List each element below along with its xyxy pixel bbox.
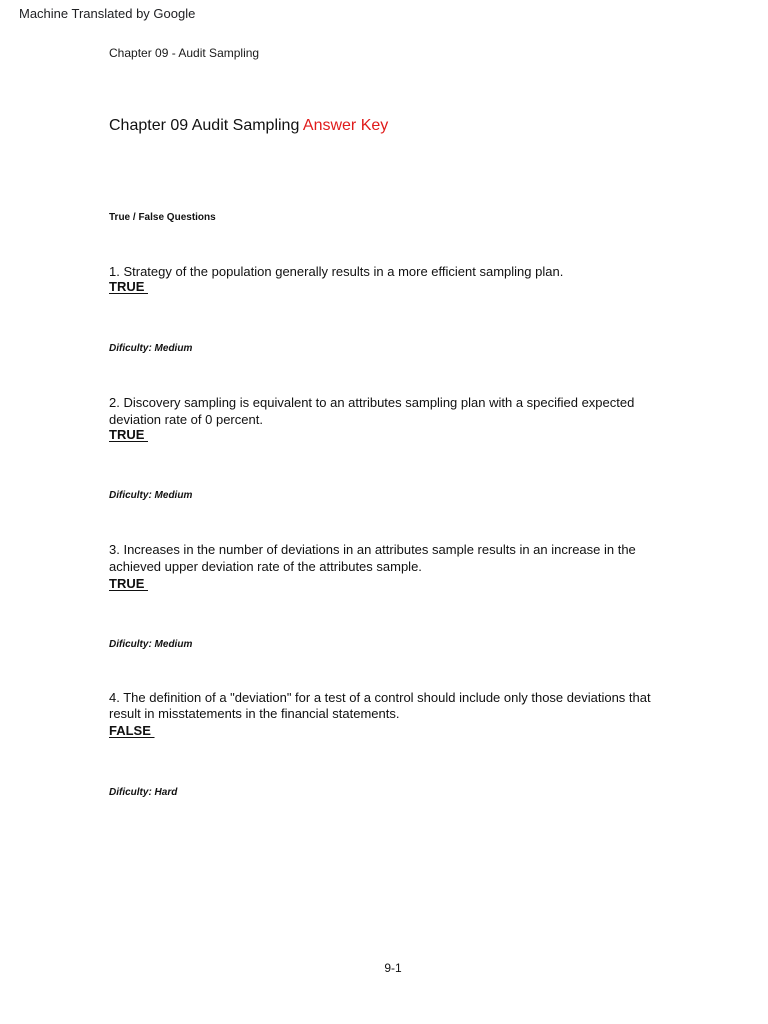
page-title [109, 117, 388, 135]
question-answer: TRUE [109, 427, 148, 442]
section-heading: True / False Questions [109, 212, 216, 223]
machine-translation-banner: Machine Translated by Google [19, 6, 196, 21]
title-main: Chapter 09 Audit Sampling [109, 117, 303, 134]
question-answer: TRUE [109, 279, 148, 294]
title-accent: Answer Key [302, 117, 389, 134]
question-text: 1. Strategy of the population generally results in a more efficient sampling plan. [109, 264, 564, 279]
question-text: 3. Increases in the number of deviations in an attributes sample results in an increase in the achieved upper deviation rate of the attributes sample. [109, 542, 636, 574]
page-number: 9-1 [384, 961, 402, 975]
question-text: 2. Discovery sampling is equivalent to an attributes sampling plan with a specified expected deviation rate of 0 percent. [109, 395, 635, 427]
question-difficulty: Dificulty: Medium [109, 343, 193, 354]
question-text: 4. The definition of a "deviation" for a test of a control should include only those deviations that result in misstatements in the financial statements. [109, 690, 651, 721]
question-answer: TRUE [109, 576, 148, 591]
question-answer: FALSE [109, 723, 155, 738]
question-difficulty: Dificulty: Hard [109, 787, 178, 798]
running-header: Chapter 09 - Audit Sampling [109, 46, 260, 60]
question-difficulty: Dificulty: Medium [109, 639, 193, 650]
question-difficulty: Dificulty: Medium [109, 490, 193, 501]
